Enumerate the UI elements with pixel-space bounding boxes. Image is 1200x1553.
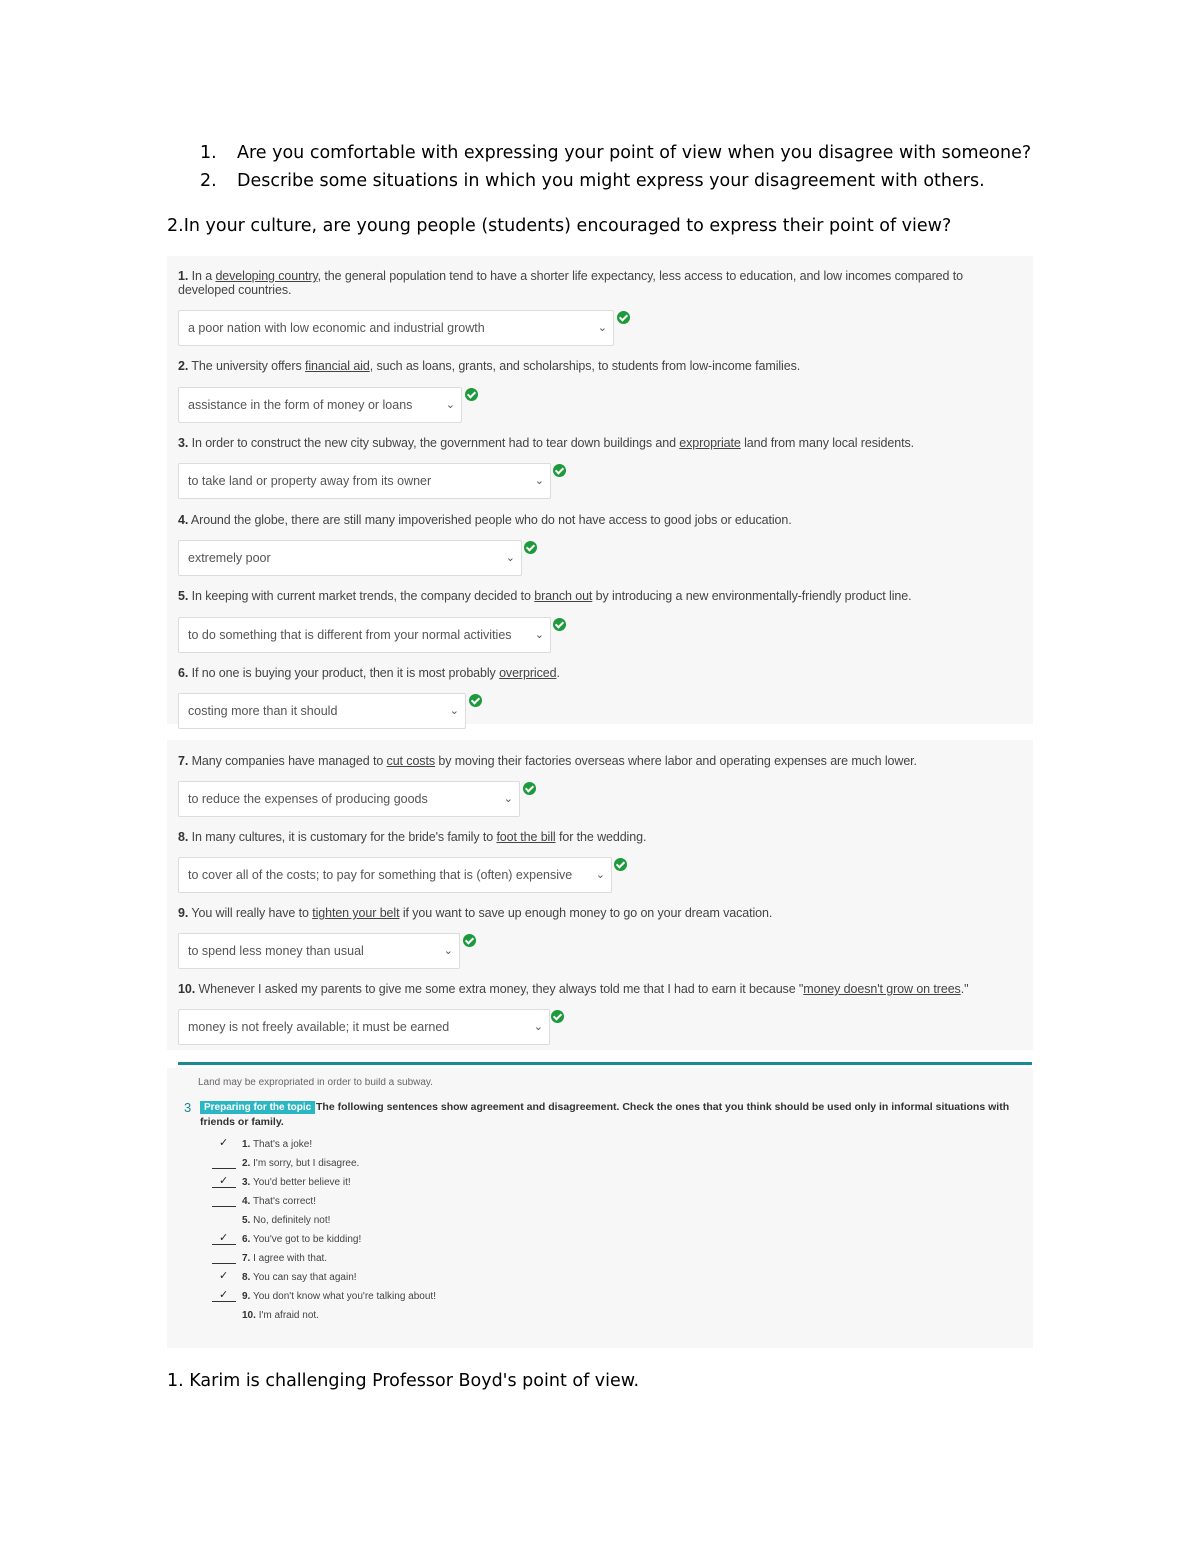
checklist-item: [212, 1177, 351, 1191]
checklist-item-text: [242, 1177, 351, 1188]
chevron-down-icon: ⌄: [597, 322, 607, 334]
checklist-item-label: I'm afraid not.: [258, 1310, 319, 1321]
checklist-item-label: You'd better believe it!: [252, 1177, 351, 1188]
exercise-instruction: The following sentences show agreement and disagreement. Check the ones that you think should be used only in informal situations with: [316, 1101, 1010, 1113]
quiz-question-3: 3. In order to construct the new city subway, the government had to tear down buildings and expropriate land from many local residents.: [178, 436, 914, 450]
chevron-down-icon: ⌄: [503, 793, 513, 805]
checklist-item-label: You can say that again!: [252, 1272, 357, 1283]
checkmark-icon: ✓: [219, 1270, 229, 1282]
checklist-item-number: 6.: [242, 1234, 251, 1245]
check-circle-icon: [551, 1010, 564, 1023]
checklist-item: [212, 1158, 359, 1172]
chevron-down-icon: ⌄: [534, 475, 544, 487]
checklist-item: [212, 1139, 312, 1153]
quiz-question-8: 8. In many cultures, it is customary for the bride's family to foot the bill for the wedding.: [178, 830, 647, 844]
exercise-instruction-cont: friends or family.: [200, 1116, 284, 1128]
answer-blank[interactable]: [212, 1310, 236, 1321]
checklist-item: [212, 1291, 436, 1305]
list-number: 1.: [200, 143, 217, 163]
check-circle-icon: [553, 464, 566, 477]
answer-blank[interactable]: [212, 1158, 236, 1169]
checkmark-icon: ✓: [219, 1232, 229, 1244]
closing-statement: 1. Karim is challenging Professor Boyd's point of view.: [167, 1371, 640, 1391]
list-number: 2.: [200, 171, 217, 191]
checklist-item: [212, 1253, 327, 1267]
chevron-down-icon: ⌄: [533, 1021, 543, 1033]
checklist-item-text: [242, 1253, 327, 1264]
check-circle-icon: [523, 782, 536, 795]
checklist-item-text: [242, 1158, 359, 1169]
checklist-item-label: No, definitely not!: [253, 1215, 331, 1226]
chevron-down-icon: ⌄: [595, 869, 605, 881]
chevron-down-icon: ⌄: [443, 945, 453, 957]
chevron-down-icon: ⌄: [505, 552, 515, 564]
checklist-item: [212, 1234, 361, 1248]
checkmark-icon: ✓: [219, 1289, 229, 1301]
answer-blank[interactable]: [212, 1215, 236, 1226]
answer-blank[interactable]: [212, 1291, 236, 1302]
answer-select-7[interactable]: to reduce the expenses of producing goods ⌄: [178, 781, 520, 817]
check-circle-icon: [463, 934, 476, 947]
checklist-item-number: 1.: [242, 1139, 251, 1150]
answer-blank[interactable]: [212, 1177, 236, 1188]
checklist-item-label: You've got to be kidding!: [252, 1234, 362, 1245]
check-circle-icon: [553, 618, 566, 631]
check-circle-icon: [469, 694, 482, 707]
intro-question-2: Describe some situations in which you might express your disagreement with others.: [237, 171, 985, 191]
checklist-item-label: That's correct!: [252, 1196, 316, 1207]
chevron-down-icon: ⌄: [445, 399, 455, 411]
quiz-question-4: 4. Around the globe, there are still many impoverished people who do not have access to good jobs or education.: [178, 513, 792, 527]
checkmark-icon: ✓: [219, 1175, 229, 1187]
exercise-number: 3: [184, 1100, 192, 1115]
checklist-item-text: [242, 1139, 312, 1150]
answer-select-2[interactable]: assistance in the form of money or loans ⌄: [178, 387, 462, 423]
check-circle-icon: [614, 858, 627, 871]
checklist-item-number: 10.: [242, 1310, 256, 1321]
section-tag: Preparing for the topic: [200, 1101, 315, 1114]
checklist-item-number: 5.: [242, 1215, 251, 1226]
chevron-down-icon: ⌄: [534, 629, 544, 641]
quiz-question-1-cont: developed countries.: [178, 283, 292, 297]
quiz-question-9: 9. You will really have to tighten your belt if you want to save up enough money to go on your dream vacation.: [178, 906, 773, 920]
check-circle-icon: [524, 541, 537, 554]
checklist-item-text: [242, 1272, 357, 1283]
checklist-item: [212, 1310, 319, 1324]
answer-select-8[interactable]: to cover all of the costs; to pay for something that is (often) expensive ⌄: [178, 857, 612, 893]
answer-select-6[interactable]: costing more than it should ⌄: [178, 693, 466, 729]
checklist-item-text: [242, 1310, 319, 1321]
checklist-item-text: [242, 1215, 330, 1226]
quiz-question-1: 1. In a developing country, the general population tend to have a shorter life expectancy, less access to education, and low incomes compared to: [178, 269, 963, 283]
quiz-question-5: 5. In keeping with current market trends, the company decided to branch out by introducing a new environmentally-friendly product line.: [178, 589, 912, 603]
intro-question-1: Are you comfortable with expressing your point of view when you disagree with someone?: [237, 143, 1032, 163]
answer-blank[interactable]: [212, 1234, 236, 1245]
answer-select-9[interactable]: to spend less money than usual ⌄: [178, 933, 460, 969]
checklist-item-label: You don't know what you're talking about!: [252, 1291, 436, 1302]
quiz-question-2: 2. The university offers financial aid, such as loans, grants, and scholarships, to students from low-income families.: [178, 359, 801, 373]
answer-select-10[interactable]: money is not freely available; it must be earned ⌄: [178, 1009, 550, 1045]
check-circle-icon: [465, 388, 478, 401]
checklist-item-text: [242, 1234, 361, 1245]
chevron-down-icon: ⌄: [449, 705, 459, 717]
checklist-item-number: 7.: [242, 1253, 251, 1264]
answer-select-5[interactable]: to do something that is different from your normal activities ⌄: [178, 617, 551, 653]
checklist-item: [212, 1272, 357, 1286]
checklist-item: [212, 1215, 330, 1229]
checklist-item-label: I agree with that.: [253, 1253, 328, 1264]
quiz-question-6: 6. If no one is buying your product, then it is most probably overpriced.: [178, 666, 560, 680]
culture-question: 2.In your culture, are young people (students) encouraged to express their point of view?: [167, 216, 952, 236]
checkmark-icon: ✓: [219, 1137, 229, 1149]
answer-select-3[interactable]: to take land or property away from its owner ⌄: [178, 463, 551, 499]
answer-blank[interactable]: [212, 1272, 236, 1283]
checklist-item-label: That's a joke!: [252, 1139, 313, 1150]
answer-blank[interactable]: [212, 1196, 236, 1207]
answer-blank[interactable]: [212, 1253, 236, 1264]
checklist-item: [212, 1196, 316, 1210]
checklist-item-text: [242, 1196, 316, 1207]
answer-blank[interactable]: [212, 1139, 236, 1150]
checklist-item-number: 8.: [242, 1272, 251, 1283]
checklist-item-number: 2.: [242, 1158, 251, 1169]
quiz-question-7: 7. Many companies have managed to cut costs by moving their factories overseas where labor and operating expenses are much lower.: [178, 754, 917, 768]
cut-off-text: Land may be expropriated in order to build a subway.: [198, 1078, 433, 1087]
answer-select-4[interactable]: extremely poor ⌄: [178, 540, 522, 576]
checklist-item-label: I'm sorry, but I disagree.: [253, 1158, 360, 1169]
checklist-item-number: 3.: [242, 1177, 251, 1188]
checklist-item-number: 4.: [242, 1196, 251, 1207]
answer-select-1[interactable]: a poor nation with low economic and industrial growth ⌄: [178, 310, 614, 346]
check-circle-icon: [617, 311, 630, 324]
divider: [178, 1062, 1032, 1065]
checklist-item-number: 9.: [242, 1291, 251, 1302]
quiz-question-10: 10. Whenever I asked my parents to give me some extra money, they always told me that I had to earn it because "money doesn't grow on trees.": [178, 982, 969, 996]
checklist-item-text: [242, 1291, 436, 1302]
